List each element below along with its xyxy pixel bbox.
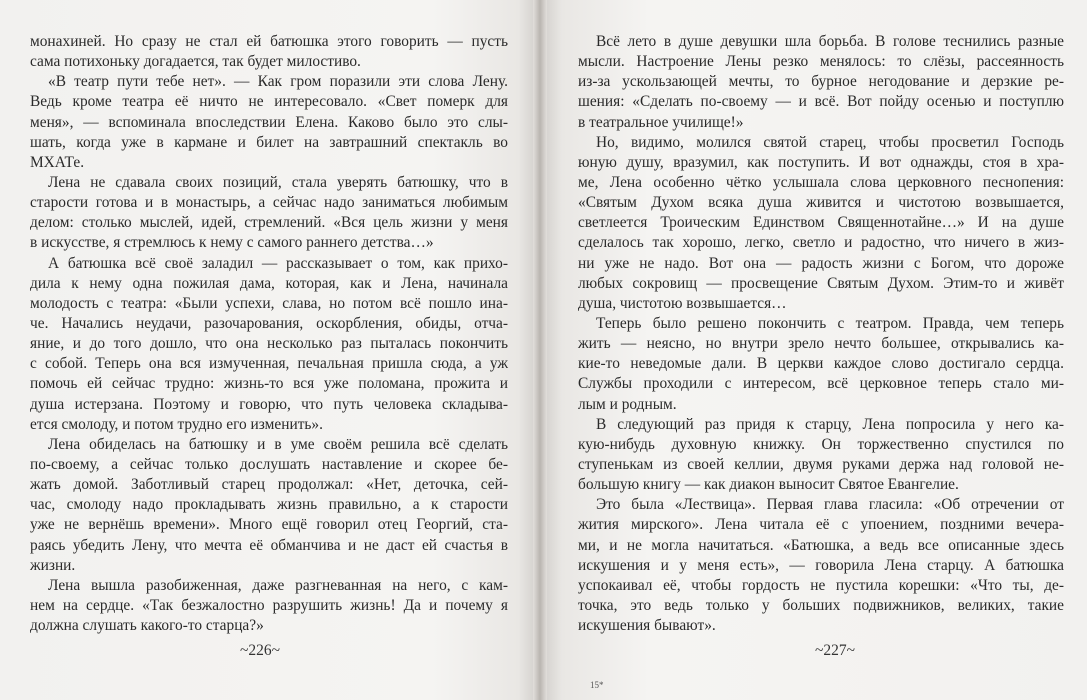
text-line: МХАТе. — [30, 153, 85, 171]
text-line: монахиней. Но сразу не стал ей батюшка этого говорить — пусть — [30, 33, 508, 50]
text-line: Ведь кроме театра её ничто не интересовало. «Свет померк для — [30, 93, 508, 111]
text-line: шать, когда уже в кармане и билет на завтрашний спектакль во — [30, 133, 508, 151]
text-line: ни уже не надо. Вот она — радость жизни с Богом, что дороже — [578, 254, 1064, 272]
text-line: час, смолоду надо прокладывать жизнь правильно, а к старости — [30, 496, 508, 514]
right-page — [540, 0, 1087, 700]
right-page-text — [578, 32, 1064, 636]
text-line: помочь ей сейчас трудно: жизнь-то вся уже поломана, прожита и — [30, 375, 508, 393]
text-line: нем на сердце. «Так безжалостно разрушить жизнь! Да и почему я — [30, 596, 508, 614]
text-line: мысли. Настроение Лены резко менялось: то слёзы, рассеянность — [578, 53, 1064, 71]
text-line: сама потихоньку догадается, так будет милостиво. — [30, 53, 361, 71]
text-line: ступенькам из своей келлии, двумя руками держа над головой не- — [578, 455, 1064, 473]
text-line: Теперь было решено покончить с театром. Правда, чем теперь — [596, 314, 1064, 332]
text-line: в искусстве, я стремлюсь к нему с самого раннего детства…» — [30, 234, 434, 252]
text-line: яние, и до того дошло, что она несколько раз пыталась покончить — [30, 335, 508, 353]
text-line: с собой. Теперь она вся измученная, печальная пришла сюда, а уж — [30, 355, 508, 373]
text-line: старости готова и в монастырь, а сейчас надо заниматься любимым — [30, 194, 508, 212]
text-line: душа истерзана. Поэтому и говорю, что путь человека складыва- — [30, 395, 508, 413]
text-line: должна слушать какого-то старца?» — [30, 617, 264, 635]
printer-signature-mark: 15* — [590, 680, 604, 690]
text-line: точка, это ведь только у больших подвижников, великих, такие — [578, 596, 1064, 614]
left-page-text — [30, 32, 508, 636]
text-line: шения: «Сделать по-своему — и всё. Вот пойду осенью и поступлю — [578, 93, 1064, 111]
text-line: «В театр пути тебе нет». — Как гром поразили эти слова Лену. — [48, 73, 508, 91]
text-line: ми, и не могла начитаться. «Батюшка, а ведь все описанные здесь — [578, 536, 1064, 554]
text-line: искушения и у меня есть», — говорила Лена старцу. А батюшка — [578, 556, 1064, 574]
text-line: Лена не сдавала своих позиций, стала уверять батюшку, что в — [48, 173, 508, 191]
text-line: ется смолоду, и потом трудно его изменить». — [30, 415, 323, 433]
text-line: че. Начались неудачи, разочарования, оскорбления, обиды, отча- — [30, 314, 508, 332]
text-line: любых сокровищ — просвещение Святым Духом. Этим-то и живёт — [578, 274, 1064, 292]
text-line: лым и родным. — [578, 395, 677, 413]
text-line: Но, видимо, молился святой старец, чтобы просветил Господь — [596, 133, 1064, 151]
page-number-left: ~226~ — [240, 642, 281, 659]
text-line: уже не вернёшь времени». Много ещё говорил отец Георгий, ста- — [30, 516, 508, 534]
text-line: дила к нему одна пожилая дама, которая, как и Лена, начинала — [30, 274, 508, 292]
text-line: жать домой. Заботливый старец продолжал: «Нет, деточка, сей- — [30, 476, 508, 494]
left-page — [0, 0, 540, 700]
text-line: по-своему, а сейчас только дослушать наставление и скорее бе- — [30, 455, 508, 473]
text-line: жизни. — [30, 556, 76, 574]
text-line: в театральное училище!» — [578, 113, 744, 131]
text-line: Лена вышла разобиженная, даже разгневанная на него, с кам- — [48, 576, 508, 594]
text-line: В следующий раз придя к старцу, Лена попросила у него ка- — [596, 415, 1064, 433]
text-line: А батюшка всё своё заладил — рассказывает о том, как прихо- — [48, 254, 508, 272]
page-number-right: ~227~ — [815, 642, 856, 659]
text-line: из-за ускользающей мечты, то бурное негодование и дерзкие ре- — [578, 73, 1064, 91]
text-line: делом: столько мыслей, идей, стремлений. «Вся цель жизни у меня — [30, 214, 508, 232]
text-line: Всё лето в душе девушки шла борьба. В голове теснились разные — [596, 33, 1064, 50]
text-line: светлеется Троическим Единством Священнотайне…» И на душе — [578, 214, 1064, 232]
text-line: жития мирского». Лена читала её с упоением, поздними вечера- — [578, 516, 1064, 534]
text-line: молодость с театра: «Были успехи, слава, но потом всё пошло ина- — [30, 294, 508, 312]
text-line: большую книгу — как диакон выносит Святое Евангелие. — [578, 476, 959, 494]
text-line: кие-то неведомые дали. В церкви каждое слово достигало сердца. — [578, 355, 1064, 373]
text-line: душа, чистотою возвышается… — [578, 294, 787, 312]
text-line: кую-нибудь духовную книжку. Он торжественно спустился по — [578, 435, 1064, 453]
text-line: Это была «Лествица». Первая глава гласила: «Об отречении от — [596, 496, 1064, 514]
text-line: сделалось так хорошо, легко, светло и радостно, что ничего в жиз- — [578, 234, 1064, 252]
text-line: «Святым Духом всяка душа живится и чистотою возвышается, — [578, 194, 1064, 212]
text-line: успокаивал её, чтобы гордость не пустила корешки: «Что ты, де- — [578, 576, 1064, 594]
text-line: раясь убедить Лену, что мечта её обманчива и не даст ей счастья в — [30, 536, 508, 554]
text-line: юную душу, вразумил, как поступить. И вот однажды, стоя в хра- — [578, 153, 1064, 171]
text-line: меня», — вспоминала впоследствии Елена. Каково было это слы- — [30, 113, 508, 131]
text-line: жить — неясно, но внутри зрело нечто большее, открывались ка- — [578, 335, 1064, 353]
text-line: Службы проходили с интересом, всё церковное теперь стало ми- — [578, 375, 1064, 393]
text-line: Лена обиделась на батюшку и в уме своём решила всё сделать — [48, 435, 508, 453]
book-spine-gutter — [533, 0, 547, 700]
text-line: искушения бывают». — [578, 617, 716, 635]
text-line: ме, Лена особенно чётко услышала слова церковного песнопения: — [578, 173, 1064, 191]
